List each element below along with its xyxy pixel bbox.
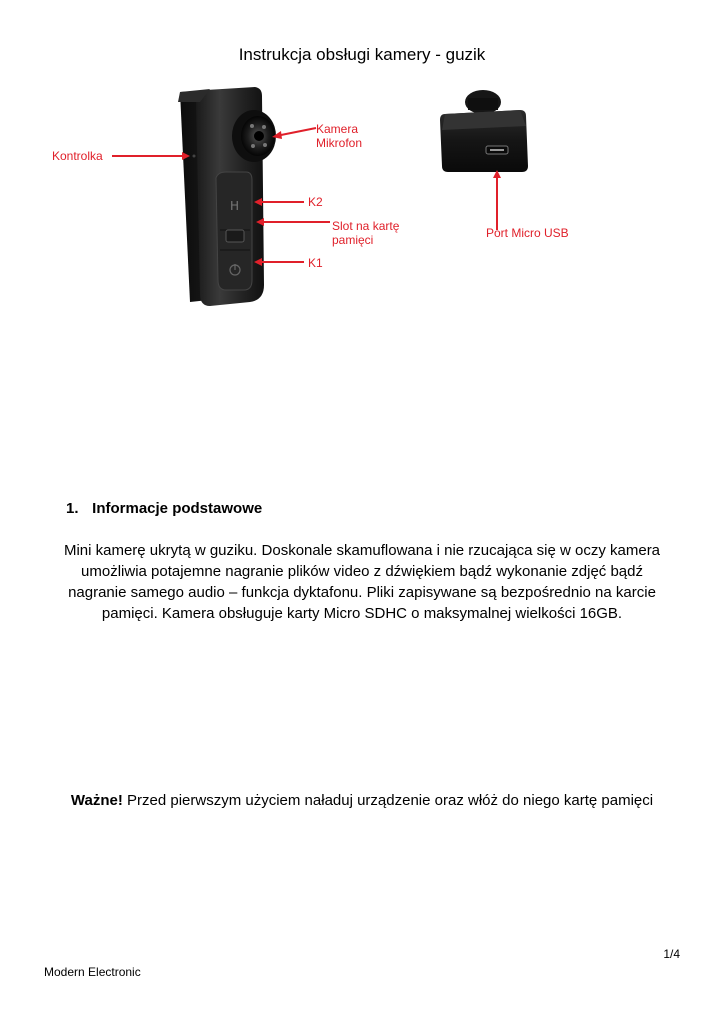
label-k1: K1 [308,256,323,270]
footer-company: Modern Electronic [44,965,141,979]
section-heading [66,499,262,519]
camera-side-view [440,90,528,172]
label-kontrolka: Kontrolka [52,149,103,163]
indicator-led [193,155,196,158]
important-label: Ważne! [70,792,123,809]
k2-symbol: H [230,199,240,213]
important-text: Przed pierwszym użyciem naładuj urządzenie oraz włóż do niego kartę pamięci [122,792,654,809]
port-callout-arrow [493,170,501,230]
label-kamera-mikrofon: Kamera Mikrofon [316,122,363,150]
product-figure [40,80,640,330]
camera-button-illustration [40,80,640,330]
section-number: 1. [66,500,79,517]
page-title: Instrukcja obsługi kamery - guzik [238,45,486,64]
important-note [0,790,724,811]
label-k2: K2 [308,195,323,209]
camera-lens-icon [232,110,276,162]
page-number: 1/4 [663,947,680,961]
intro-paragraph: Mini kamerę ukrytą w guziku. Doskonale skamuflowana i nie rzucająca się w oczy kamera umożliwia potajemne nagranie plików video z dźwiękiem bądź wykonanie zdjęć bądź nagranie samego audio – funkcja dyktafonu. Pliki zapisywane są bezpośrednio na karcie pamięci. Kamera obsługuje karty Micro SDHC o maksymalnej wielkości 16GB. [63,542,661,622]
label-slot: Slot na kartę pamięci [332,219,400,247]
section-heading-text: Informacje podstawowe [92,500,263,517]
label-port-micro-usb: Port Micro USB [486,226,569,240]
